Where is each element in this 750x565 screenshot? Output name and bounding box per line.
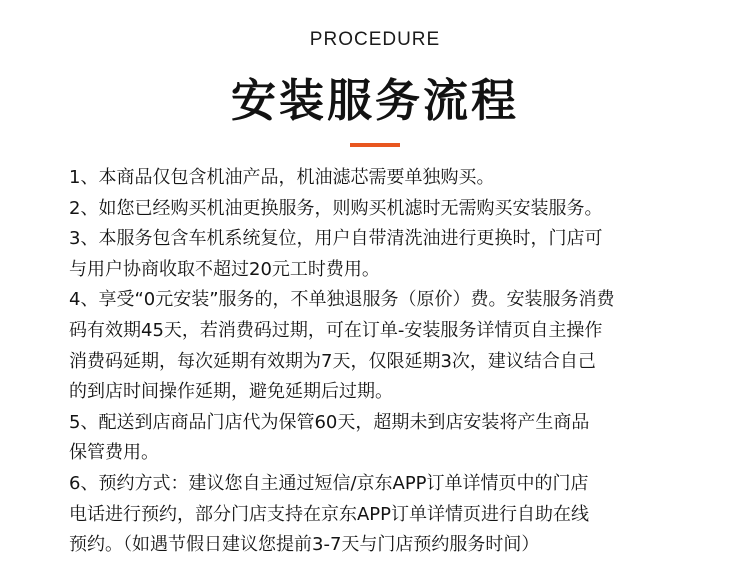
procedure-subtitle: PROCEDURE — [309, 29, 441, 50]
procedure-steps — [69, 163, 689, 561]
step-6-line-1: 6、预约方式：建议您自主通过短信/京东APP订单详情页中的门店 — [69, 472, 589, 494]
title-underline-accent — [350, 143, 400, 147]
step-4-line-1: 4、享受“0元安装”服务的，不单独退服务（原价）费。安装服务消费 — [69, 289, 615, 311]
step-3 — [69, 224, 689, 285]
step-6-line-2: 电话进行预约，部分门店支持在京东APP订单详情页进行自助在线 — [69, 503, 590, 525]
step-5-line-2: 保管费用。 — [69, 442, 159, 464]
step-5-line-1: 5、配送到店商品门店代为保管60天，超期未到店安装将产生商品 — [69, 411, 590, 433]
step-4-line-2: 码有效期45天，若消费码过期，可在订单-安装服务详情页自主操作 — [69, 319, 603, 341]
step-1-line-1: 1、本商品仅包含机油产品，机油滤芯需要单独购买。 — [69, 167, 495, 188]
step-2-line-1: 2、如您已经购买机油更换服务，则购买机滤时无需购买安装服务。 — [69, 197, 603, 219]
step-3-line-2: 与用户协商收取不超过20元工时费用。 — [69, 258, 380, 280]
step-2 — [69, 194, 689, 225]
step-3-line-1: 3、本服务包含车机系统复位，用户自带清洗油进行更换时，门店可 — [69, 228, 603, 250]
step-6 — [69, 469, 689, 561]
step-5 — [69, 408, 689, 469]
step-1 — [69, 163, 689, 194]
step-4 — [69, 285, 689, 407]
step-4-line-4: 的到店时间操作延期，避免延期后过期。 — [69, 381, 393, 403]
step-6-line-3: 预约。（如遇节假日建议您提前3-7天与门店预约服务时间） — [69, 534, 540, 556]
step-4-line-3: 消费码延期，每次延期有效期为7天，仅限延期3次，建议结合自己 — [69, 350, 596, 372]
page-title: 安装服务流程 — [230, 74, 519, 127]
